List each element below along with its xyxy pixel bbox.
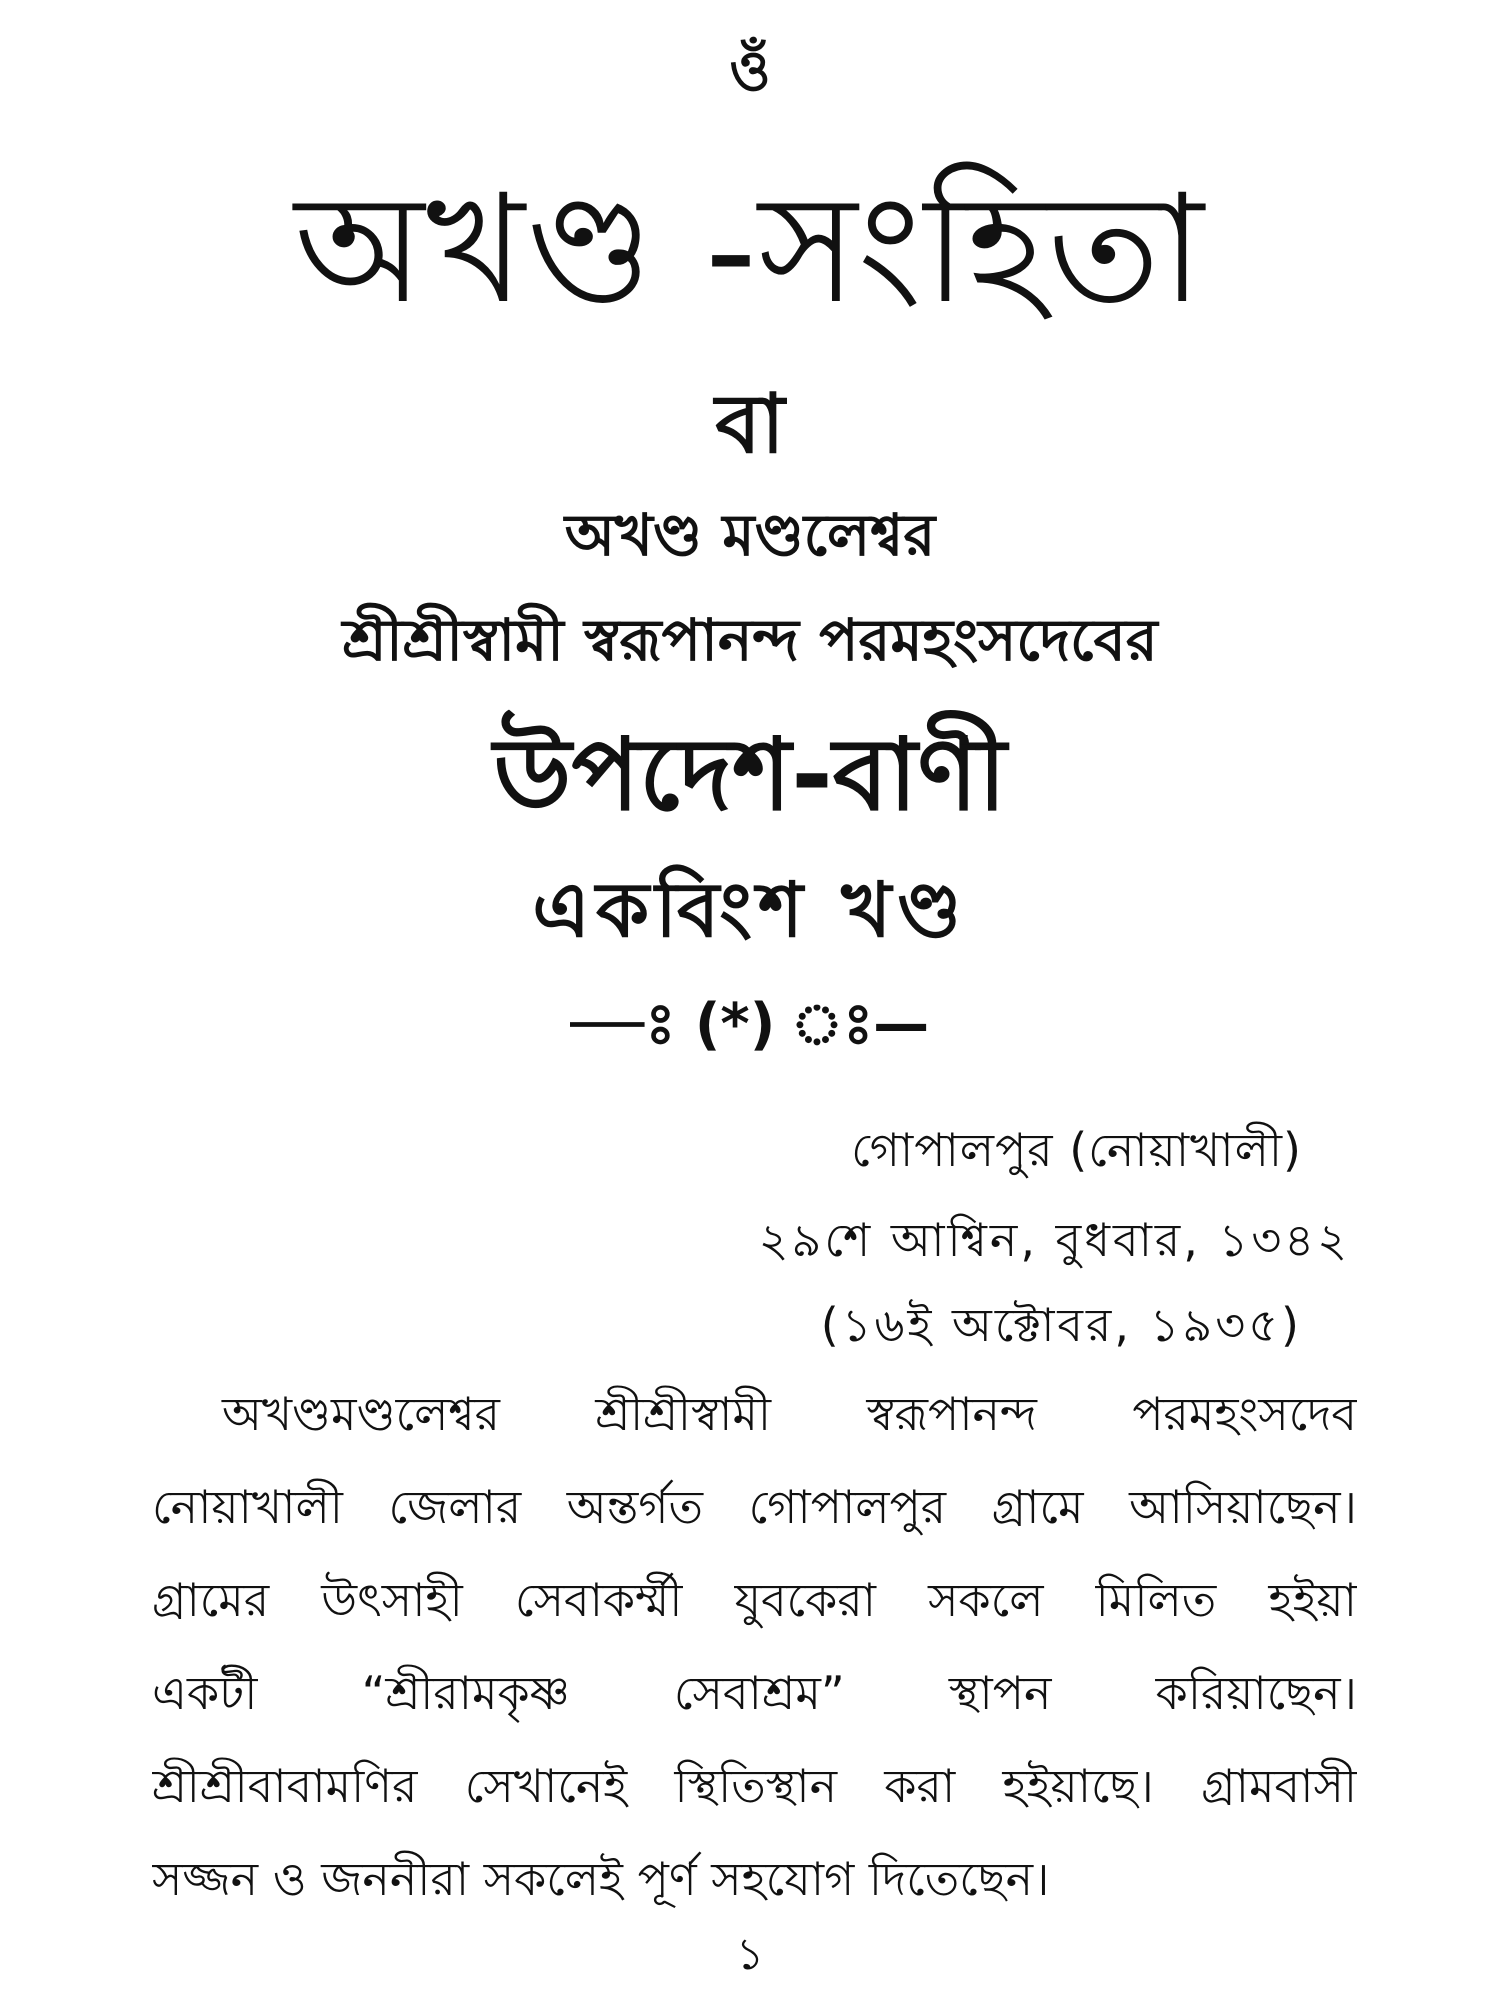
- dateline-bengali-date: ২৯শে আশ্বিন, বুধবার, ১৩৪২: [758, 1213, 1350, 1267]
- dateline-place: গোপালপুর (নোয়াখালী): [851, 1123, 1302, 1177]
- title-conjunction: বা: [715, 377, 785, 472]
- body-paragraph: [152, 1368, 1357, 1926]
- paragraph-line: একটী “শ্রীরামকৃষ্ণ সেবাশ্রম” স্থাপন করিয়াছেন।: [152, 1666, 1357, 1720]
- page-number: ১: [735, 1929, 765, 1980]
- author-name: শ্রীশ্রীস্বামী স্বরূপানন্দ পরমহংসদেবের: [342, 606, 1158, 674]
- book-subtitle: উপদেশ-বাণী: [493, 716, 1007, 833]
- paragraph-line: সজ্জন ও জননীরা সকলেই পূর্ণ সহযোগ দিতেছেন।: [152, 1852, 1050, 1906]
- book-title: অখণ্ড -সংহিতা: [294, 163, 1206, 337]
- paragraph-line: গ্রামের উৎসাহী সেবাকর্ম্মী যুবকেরা সকলে মিলিত হইয়া: [152, 1573, 1357, 1627]
- paragraph-line: অখণ্ডমণ্ডলেশ্বর শ্রীশ্রীস্বামী স্বরূপানন্দ পরমহংসদেব: [222, 1387, 1357, 1441]
- author-epithet: অখণ্ড মণ্ডলেশ্বর: [564, 501, 936, 569]
- paragraph-line: শ্রীশ্রীবাবামণির সেখানেই স্থিতিস্থান করা হইয়াছে। গ্রামবাসী: [152, 1759, 1357, 1813]
- section-ornament: —ঃ (*) ঃ—: [570, 992, 930, 1057]
- dateline-english-date: (১৬ই অক্টোবর, ১৯৩৫): [820, 1298, 1302, 1352]
- om-symbol: ওঁ: [729, 39, 771, 104]
- paragraph-line: নোয়াখালী জেলার অন্তর্গত গোপালপুর গ্রামে আসিয়াছেন।: [152, 1480, 1357, 1534]
- volume-label: একবিংশ খণ্ড: [532, 865, 968, 954]
